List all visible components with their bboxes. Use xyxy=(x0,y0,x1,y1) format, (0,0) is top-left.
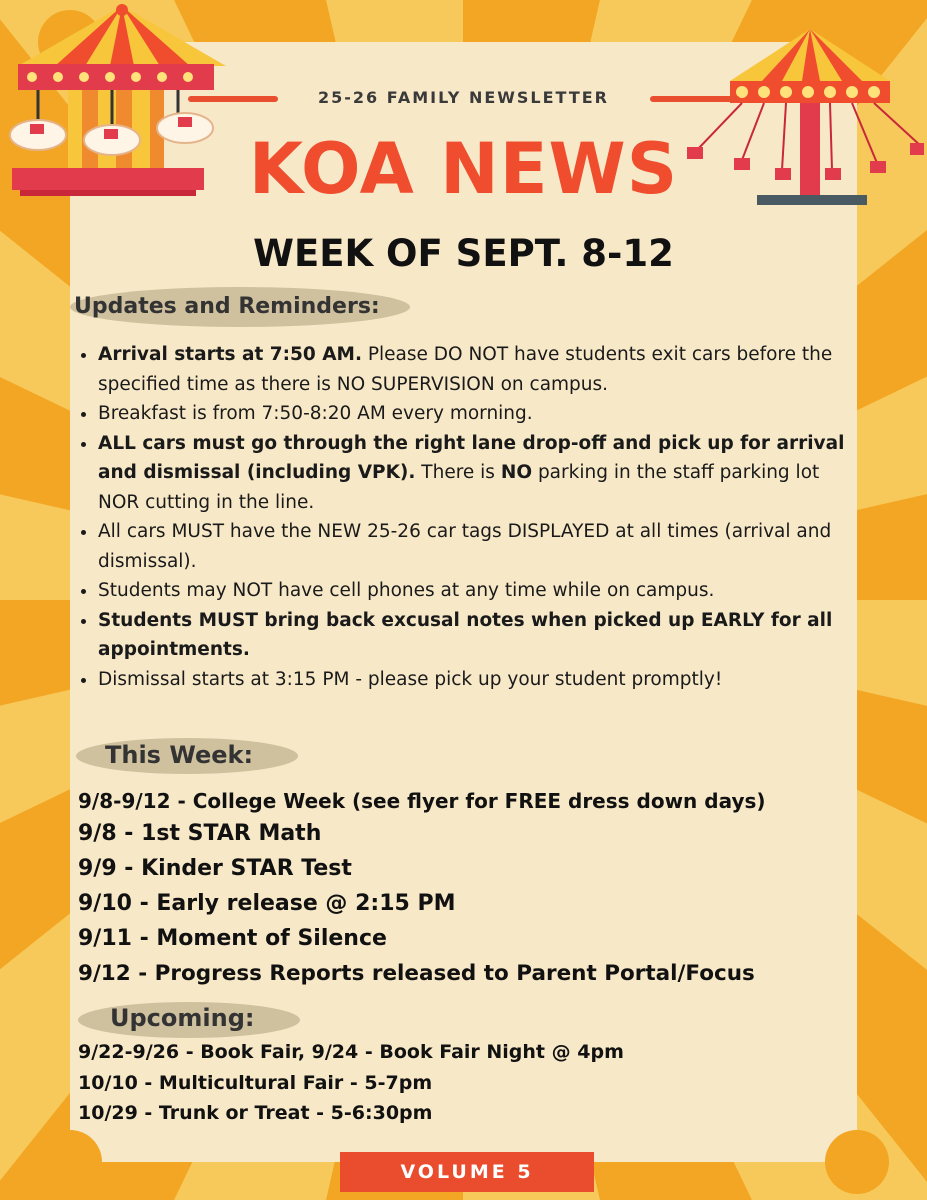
newsletter-kicker: 25-26 FAMILY NEWSLETTER xyxy=(317,88,609,107)
list-item: 10/10 - Multicultural Fair - 5-7pm xyxy=(78,1071,433,1094)
week-heading: WEEK OF SEPT. 8-12 xyxy=(253,232,674,275)
updates-heading: Updates and Reminders: xyxy=(74,294,380,319)
list-item: • Arrival starts at 7:50 AM. Please DO NOT have students exit cars before the specified time as there is NO SUPERVISION on campus. xyxy=(98,340,848,399)
list-item: 9/11 - Moment of Silence xyxy=(78,926,387,951)
list-item: • Dismissal starts at 3:15 PM - please pick up your student promptly! xyxy=(98,665,848,695)
list-item: 10/29 - Trunk or Treat - 5-6:30pm xyxy=(78,1102,433,1124)
volume-badge: VOLUME 5 xyxy=(340,1152,594,1192)
list-item: 9/8 - 1st STAR Math xyxy=(78,821,322,846)
upcoming-heading: Upcoming: xyxy=(110,1004,255,1032)
this-week-heading: This Week: xyxy=(105,741,254,769)
list-item: • Breakfast is from 7:50-8:20 AM every morning. xyxy=(98,399,848,429)
this-week-events xyxy=(78,786,766,991)
reminders-list xyxy=(76,340,848,694)
list-item: • All cars MUST have the NEW 25-26 car tags DISPLAYED at all times (arrival and dismissal). xyxy=(98,517,848,576)
newsletter-title: KOA NEWS xyxy=(248,128,679,210)
list-item: 9/8-9/12 - College Week (see flyer for FREE dress down days) xyxy=(78,789,766,813)
list-item: • Students MUST bring back excusal notes when picked up EARLY for all appointments. xyxy=(98,606,848,665)
list-item: 9/10 - Early release @ 2:15 PM xyxy=(78,891,456,916)
list-item: • Students may NOT have cell phones at any time while on campus. xyxy=(98,576,848,606)
list-item: 9/22-9/26 - Book Fair, 9/24 - Book Fair Night @ 4pm xyxy=(78,1041,624,1063)
list-item: 9/12 - Progress Reports released to Parent Portal/Focus xyxy=(78,961,755,986)
list-item: 9/9 - Kinder STAR Test xyxy=(78,856,352,881)
list-item: • ALL cars must go through the right lane drop-off and pick up for arrival and dismissal (including VPK). There is NO parking in the staff parking lot NOR cutting in the line. xyxy=(98,429,848,518)
upcoming-events xyxy=(78,1037,624,1129)
